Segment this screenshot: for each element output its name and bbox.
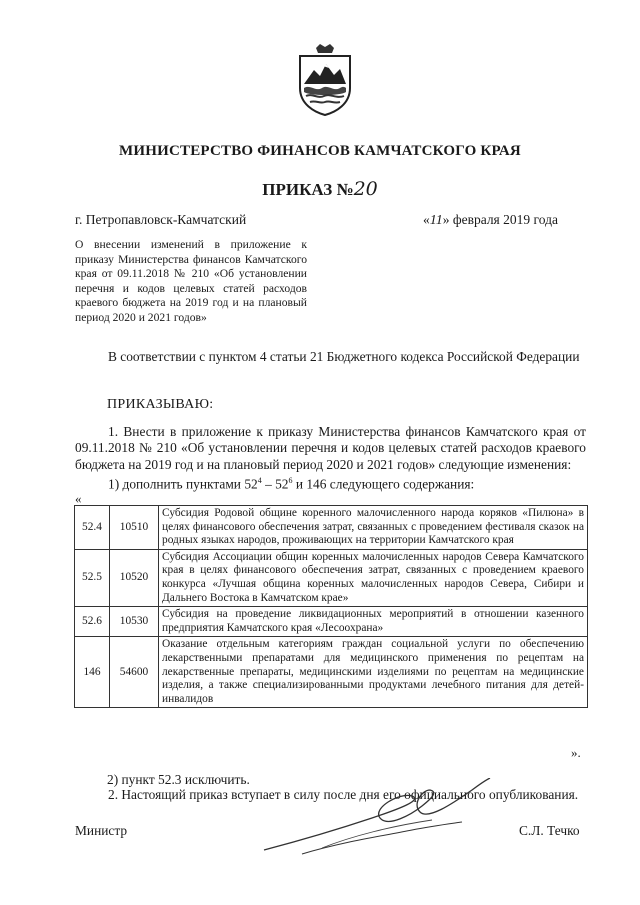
row-text: Субсидия Ассоциации общин коренных малочисленных народов Севера Камчатского края в целях финансового обеспечения затрат, связанных с проведением краевого конкурса «Лучшая община коренных малочисленных народов Севера, Сибири и Дальнего Востока в Камчатском крае» [159,549,588,606]
signer-name: С.Л. Течко [519,823,580,838]
row-number: 52.4 [75,506,110,550]
row-text: Оказание отдельным категориям граждан социальной услуги по обеспечению лекарственными препаратами для медицинского применения по рецептам на лекарственные препараты, медицинскими изделиями по рецептам на медицинские изделия, а также специализированными продуктами лечебного питания для детей-инвалидов [159,637,588,708]
item-1-text: 1. Внести в приложение к приказу Министерства финансов Камчатского края от 09.11.2018 № 210 «Об установлении перечня и кодов целевых статей расходов краевого бюджета на 2019 год и на плановый период 2020 и 2021 годов» следующие изменения: [75,424,586,472]
table-row [75,506,588,550]
coat-of-arms-icon [296,44,354,116]
table-row [75,607,588,637]
order-title [0,178,640,200]
order-date: «11» февраля 2019 года [423,212,558,228]
row-number: 52.6 [75,607,110,637]
row-code: 10520 [110,549,159,606]
item-3: 2. Настоящий приказ вступает в силу после дня его официального опубликования. [108,787,579,802]
row-code: 10510 [110,506,159,550]
date-day: 11 [429,213,443,228]
minister-title: Министр [75,823,128,838]
legal-basis: В соответствии с пунктом 4 статьи 21 Бюджетного кодекса Российской Федерации [108,349,580,364]
row-text: Субсидия Родовой общине коренного малочисленного народа коряков «Пилюна» в целях финансового обеспечения затрат, связанных с проведением фестиваля сказок на родных языках народов, проживающих на территории Камчатского края [159,506,588,550]
table-row [75,549,588,606]
order-number: 20 [353,178,378,200]
row-code: 54600 [110,637,159,708]
row-number: 52.5 [75,549,110,606]
insertion-table [74,505,588,708]
prikazyvayu-heading: ПРИКАЗЫВАЮ: [107,397,214,412]
quote-open: « [75,491,82,506]
table-row [75,637,588,708]
row-number: 146 [75,637,110,708]
ministry-name: МИНИСТЕРСТВО ФИНАНСОВ КАМЧАТСКОГО КРАЯ [119,143,521,159]
item-1-sub: 1) дополнить пунктами $52^4 - 52^6$ и 146 следующего содержания: [108,476,475,492]
city: г. Петропавловск-Камчатский [75,212,247,227]
order-label: ПРИКАЗ № [262,180,354,199]
row-code: 10530 [110,607,159,637]
quote-close: ». [571,745,581,760]
order-subject: О внесении изменений в приложение к приказу Министерства финансов Камчатского края от 09.11.2018 № 210 «Об установлении перечня и кодов целевых статей расходов краевого бюджета на 2019 год и на плановый период 2020 и 2021 годов» [75,238,307,324]
signature-icon [262,778,492,856]
item-2: 2) пункт 52.3 исключить. [107,772,250,787]
item-1 [75,424,586,493]
row-text: Субсидия на проведение ликвидационных мероприятий в отношении казенного предприятия Камчатского края «Лесоохрана» [159,607,588,637]
